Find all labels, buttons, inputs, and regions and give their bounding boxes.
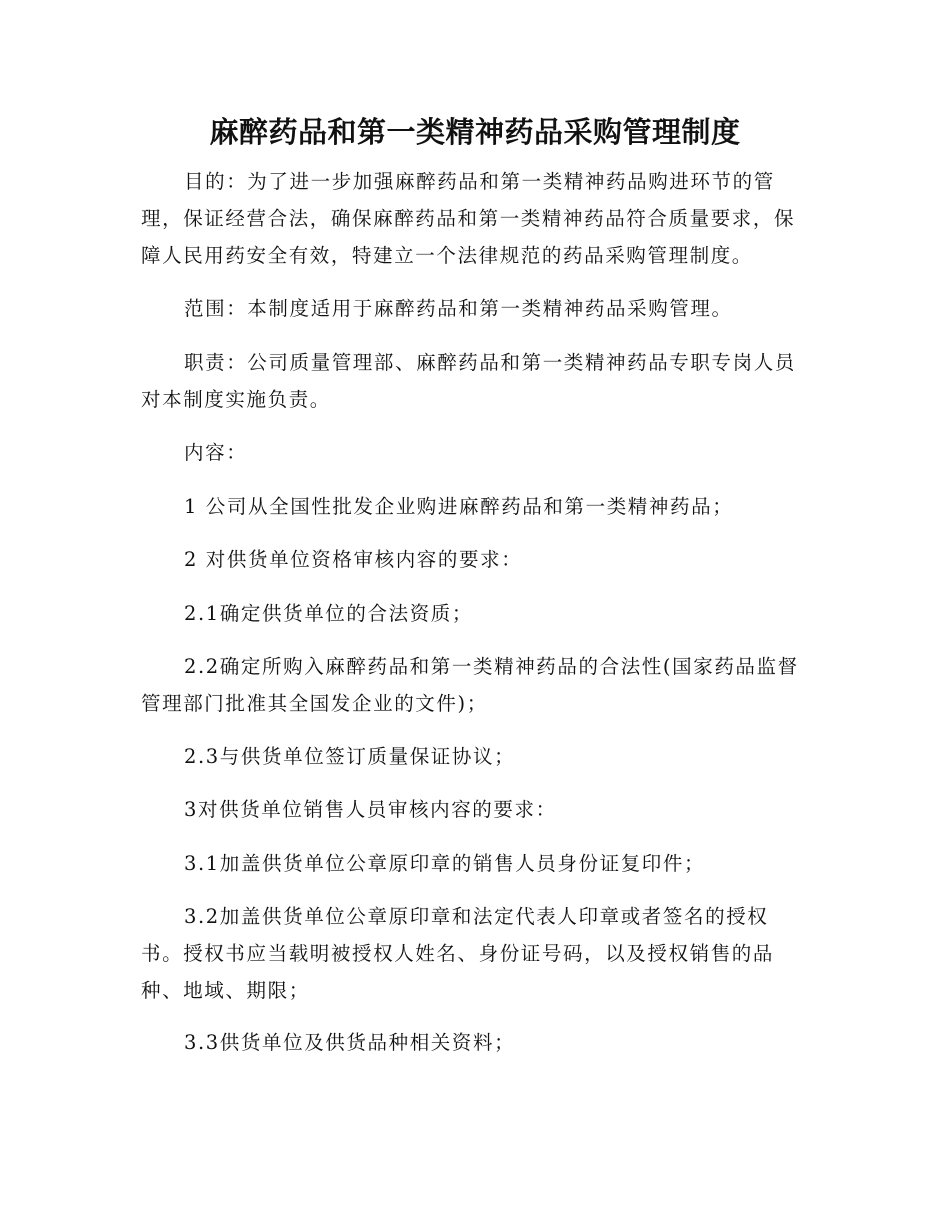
- paragraph-item-3-3: 3.3供货单位及供货品种相关资料；: [184, 1031, 516, 1054]
- paragraph-item-2-1: 2.1确定供货单位的合法资质；: [184, 602, 474, 625]
- paragraph-item-3-1: 3.1加盖供货单位公章原印章的销售人员身份证复印件；: [184, 852, 706, 875]
- paragraph-item-2: 2 对供货单位资格审核内容的要求：: [184, 548, 523, 571]
- paragraph-item-1: 1 公司从全国性批发企业购进麻醉药品和第一类精神药品；: [184, 495, 734, 518]
- paragraph-scope: 范围：本制度适用于麻醉药品和第一类精神药品采购管理。: [184, 297, 733, 320]
- paragraph-item-3-2: 3.2加盖供货单位公章原印章和法定代表人印章或者签名的授权书。授权书应当载明被授权人姓名、身份证号码，以及授权销售的品种、地域、期限；: [141, 905, 775, 1002]
- paragraph-item-2-2: 2.2确定所购入麻醉药品和第一类精神药品的合法性(国家药品监督管理部门批准其全国发企业的文件)；: [141, 655, 799, 715]
- paragraph-purpose: 目的：为了进一步加强麻醉药品和第一类精神药品购进环节的管理，保证经营合法，确保麻醉药品和第一类精神药品符合质量要求，保障人民用药安全有效，特建立一个法律规范的药品采购管理制度。: [141, 170, 796, 267]
- paragraph-item-2-3: 2.3与供货单位签订质量保证协议；: [184, 745, 516, 768]
- paragraph-item-3: 3对供货单位销售人员审核内容的要求：: [184, 798, 557, 821]
- document-title: 麻醉药品和第一类精神药品采购管理制度: [209, 115, 741, 149]
- paragraph-responsibility: 职责：公司质量管理部、麻醉药品和第一类精神药品专职专岗人员对本制度实施负责。: [141, 351, 796, 411]
- paragraph-content-heading: 内容：: [184, 441, 248, 464]
